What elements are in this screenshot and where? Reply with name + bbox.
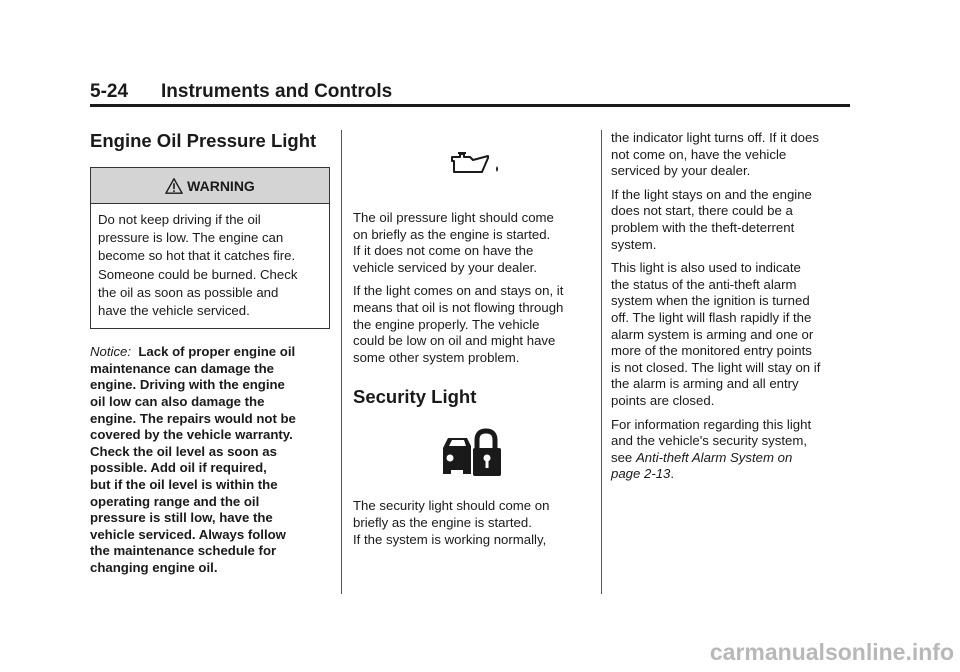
notice-label: Notice:	[90, 344, 132, 360]
notice-line: oil low can also damage the	[90, 394, 265, 409]
notice-line: Notice: Lack of proper engine oil	[90, 344, 296, 360]
oil-icon-area	[353, 148, 591, 210]
notice-line: vehicle serviced. Always follow	[90, 526, 286, 542]
cross-reference-link[interactable]: Anti-theft Alarm System on	[635, 449, 793, 465]
watermark: carmanualsonline.info	[709, 639, 954, 665]
oil-light-paragraph: The oil pressure light should come on briefly as the engine is started. If it does not come on have the vehicle serviced by your dealer.	[353, 210, 554, 275]
security-icon-area	[353, 426, 591, 498]
warning-text	[91, 204, 329, 328]
warning-line: pressure is low. The engine can	[98, 230, 284, 246]
notice-line: engine. Driving with the engine	[90, 377, 285, 393]
notice-line: pressure is still low, have the	[90, 510, 273, 526]
oil-pressure-heading: Engine Oil Pressure Light	[90, 130, 317, 151]
section-title: Instruments and Controls	[161, 81, 393, 102]
notice-line: the maintenance schedule for	[90, 543, 277, 559]
notice-line: maintenance can damage the	[90, 360, 274, 376]
column-divider	[601, 130, 602, 594]
car-lock-icon	[441, 426, 503, 480]
security-paragraph-continued: the indicator light turns off. If it does not come on, have the vehicle serviced by your dealer.	[611, 130, 819, 179]
header-rule	[90, 104, 850, 107]
oil-light-paragraph-2: If the light comes on and stays on, it means that oil is not flowing through the engine properly. The vehicle could be low on oil and might have some other system problem.	[353, 283, 564, 365]
warning-line: Do not keep driving if the oil	[98, 212, 261, 227]
column-1	[90, 130, 330, 577]
notice-line: engine. The repairs would not be	[90, 410, 296, 426]
security-light-paragraph: The security light should come on briefly as the engine is started. If the system is working normally,	[353, 498, 550, 547]
security-light-heading: Security Light	[353, 386, 477, 408]
notice-line: changing engine oil.	[90, 559, 218, 575]
warning-line: the oil as soon as possible and	[98, 284, 279, 300]
warning-line: become so hot that it catches fire.	[98, 248, 296, 264]
column-divider	[341, 130, 342, 594]
column-3	[611, 130, 851, 483]
notice-line: possible. Add oil if required,	[90, 460, 267, 476]
page-number: 5-24	[90, 81, 129, 102]
notice-line: Check the oil level as soon as	[90, 443, 277, 459]
warning-line: have the vehicle serviced.	[98, 303, 250, 319]
security-paragraph-3: This light is also used to indicate the status of the anti-theft alarm system when the ignition is turned off. The light will flash rapidly if the alarm system is arming and one or more of the monitored entry points is not closed. The light will stay on if the alarm is arming and all entry points are closed.	[611, 260, 821, 408]
security-paragraph-4: For information regarding this light and the vehicle's security system, see Anti-theft Alarm System on page 2-13.	[611, 416, 812, 482]
notice-line: covered by the vehicle warranty.	[90, 427, 293, 443]
column-2	[353, 130, 591, 548]
notice-line: operating range and the oil	[90, 493, 260, 509]
oil-can-icon	[448, 148, 504, 178]
cross-reference-page[interactable]: page 2-13	[611, 466, 671, 482]
notice-line: but if the oil level is within the	[90, 476, 278, 492]
notice-paragraph	[90, 344, 330, 576]
warning-box	[90, 167, 330, 329]
page-header	[90, 80, 850, 104]
warning-label: WARNING	[187, 177, 255, 194]
warning-header	[91, 168, 329, 204]
warning-triangle-icon	[165, 177, 183, 195]
warning-line: Someone could be burned. Check	[98, 266, 298, 282]
security-paragraph-2: If the light stays on and the engine does not start, there could be a problem with the theft-deterrent system.	[611, 186, 812, 252]
